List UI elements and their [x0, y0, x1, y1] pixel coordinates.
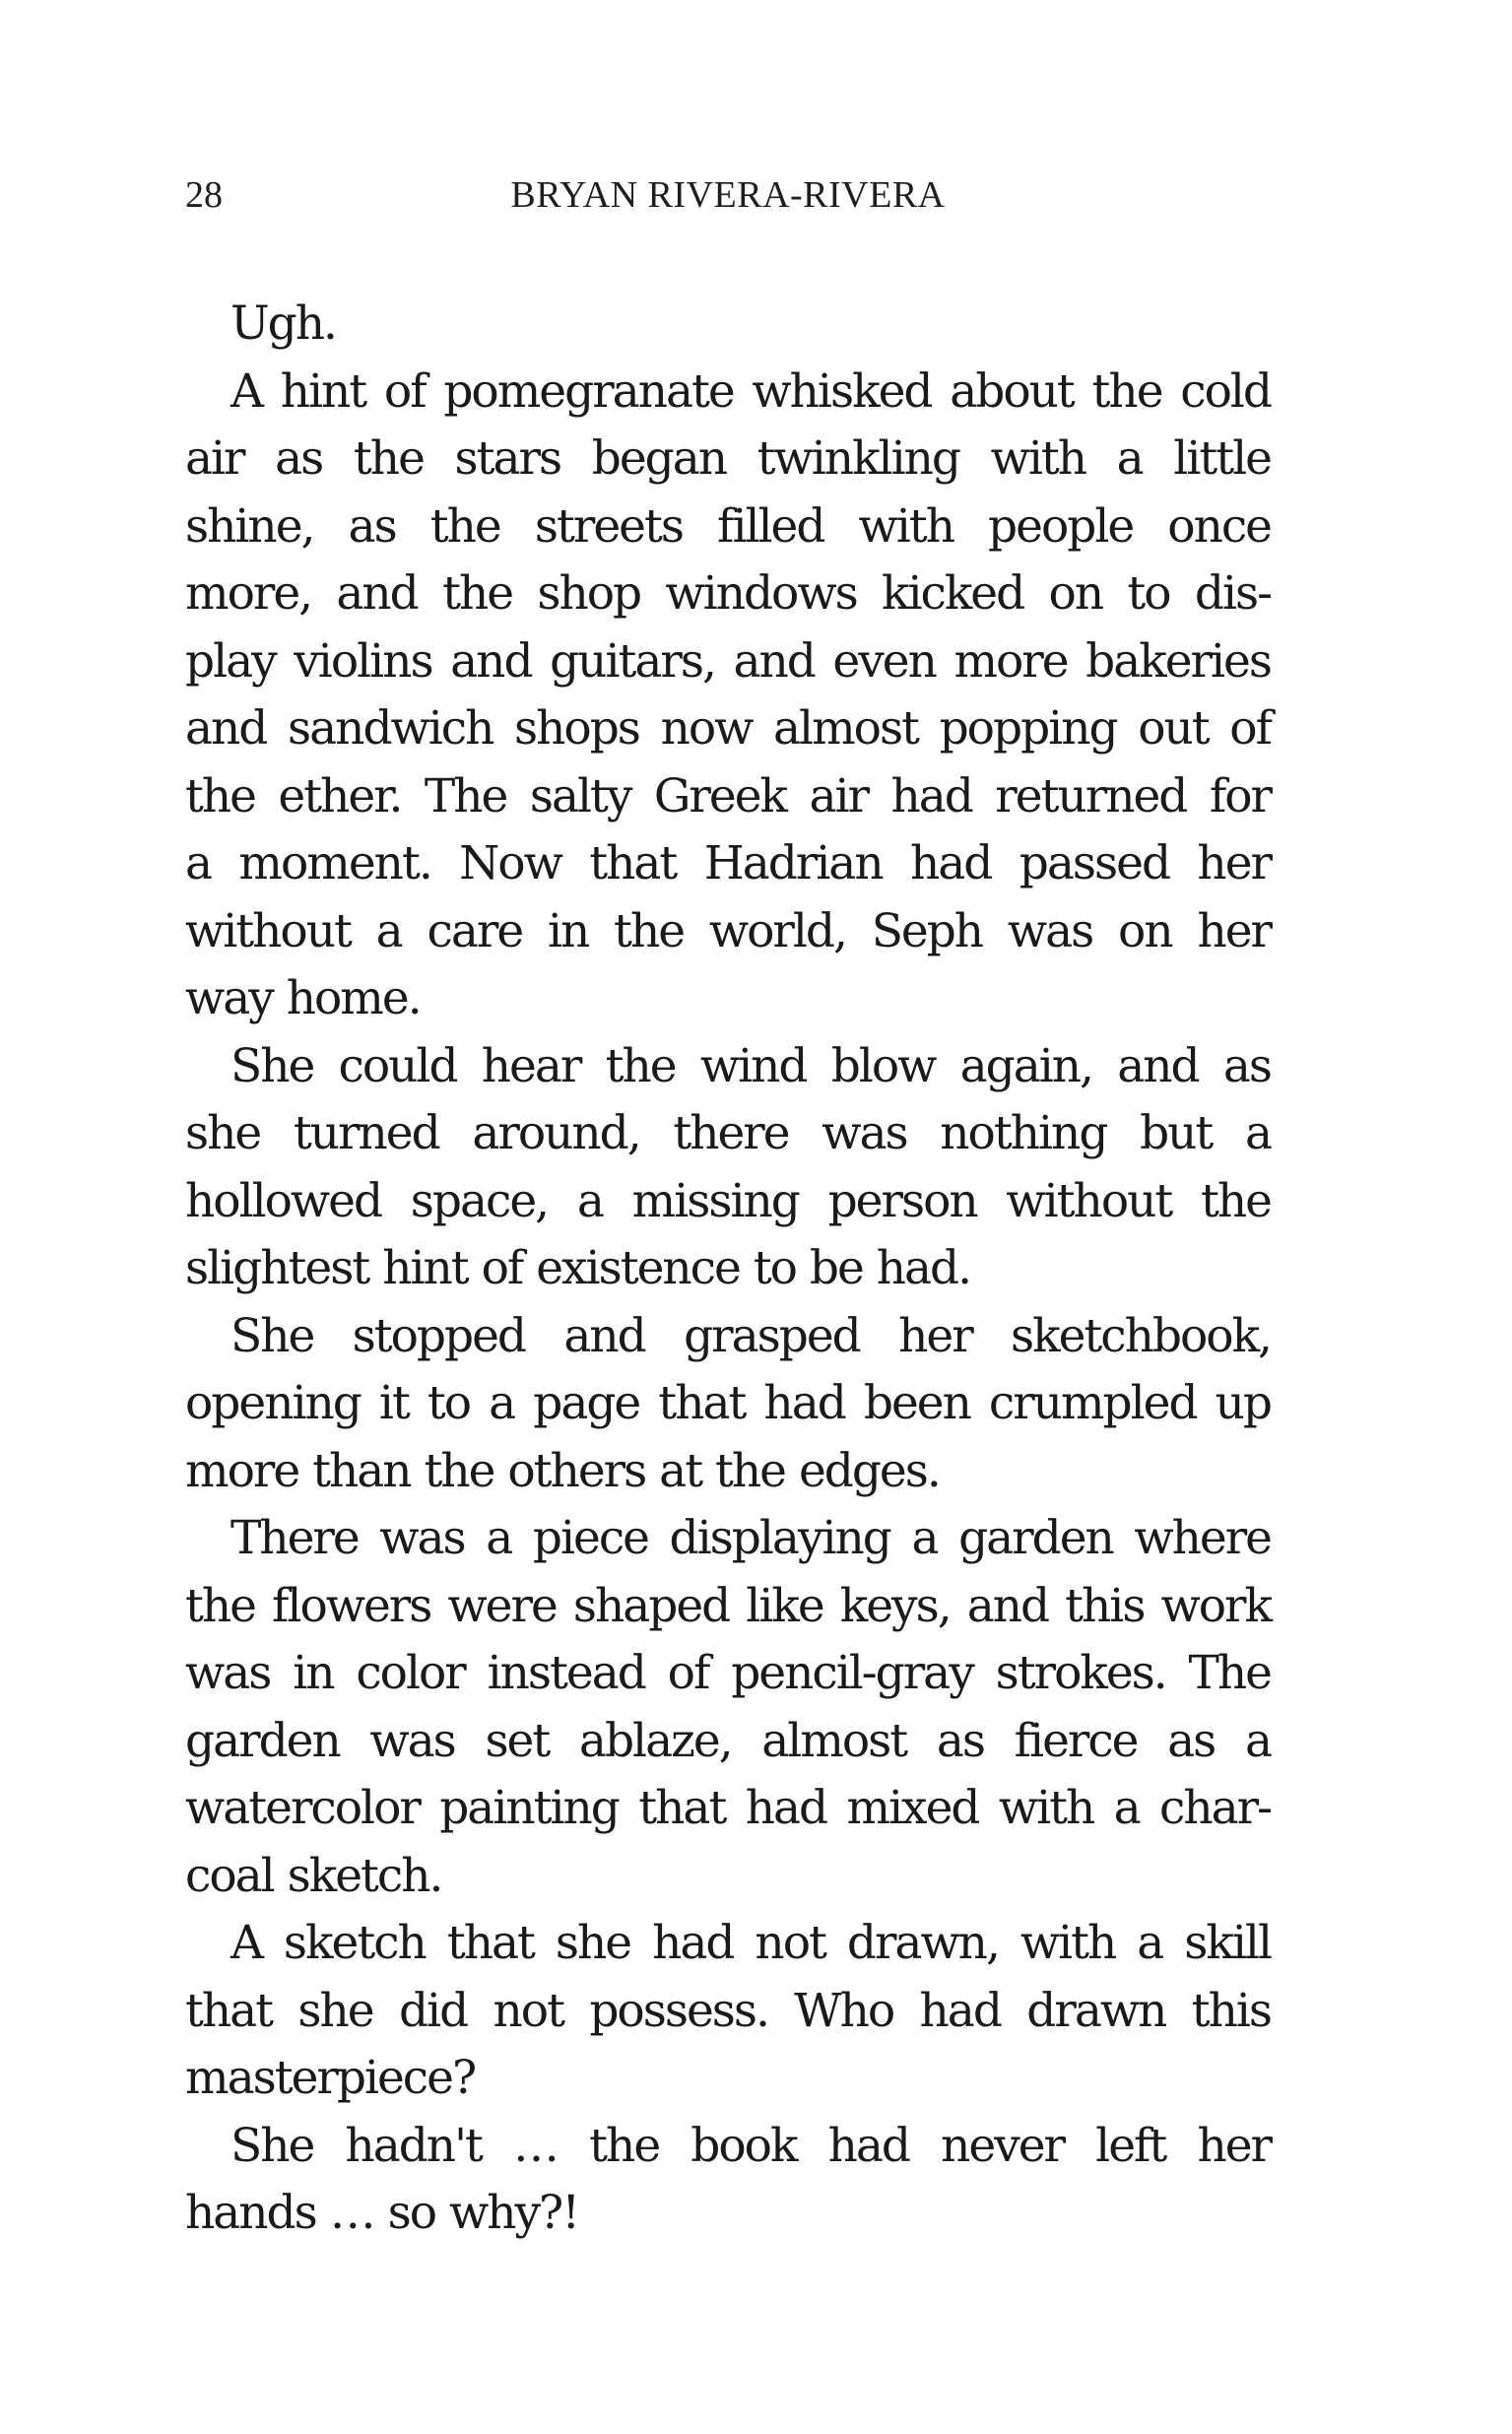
- text-line: hollowed space, a missing person without the: [185, 1173, 1271, 1228]
- paragraph: [185, 2113, 1271, 2248]
- text-line: way home.: [185, 971, 421, 1025]
- text-line: opening it to a page that had been crumpled up: [185, 1376, 1271, 1430]
- text-line: play violins and guitars, and even more bakeries: [185, 633, 1271, 689]
- text-line: Ugh.: [230, 296, 336, 351]
- page-number: 28: [185, 174, 223, 216]
- text-line: and sandwich shops now almost popping out of: [185, 701, 1271, 756]
- text-line: was in color instead of pencil-gray strokes. The: [185, 1646, 1271, 1700]
- text-line: shine, as the streets filled with people once: [185, 498, 1271, 554]
- paragraph: [185, 1910, 1271, 2113]
- text-line: coal sketch.: [185, 1848, 442, 1903]
- text-line: a moment. Now that Hadrian had passed her: [185, 836, 1271, 890]
- page-header: [185, 167, 1271, 223]
- text-line: watercolor painting that had mixed with a char-: [185, 1781, 1271, 1835]
- text-line: that she did not possess. Who had drawn this: [185, 1983, 1271, 2038]
- text-line: slightest hint of existence to be had.: [185, 1241, 971, 1295]
- text-line: masterpiece?: [185, 2051, 476, 2105]
- paragraph: [185, 1033, 1271, 1303]
- text-line: She could hear the wind blow again, and as: [230, 1038, 1271, 1093]
- text-line: more than the others at the edges.: [185, 1443, 940, 1498]
- text-line: A sketch that she had not drawn, with a skill: [230, 1916, 1271, 1970]
- text-line: the flowers were shaped like keys, and this work: [185, 1578, 1271, 1633]
- text-line: more, and the shop windows kicked on to dis-: [185, 566, 1271, 621]
- paragraph: [185, 291, 1271, 359]
- paragraph: [185, 1303, 1271, 1506]
- text-line: air as the stars began twinkling with a little: [185, 431, 1271, 486]
- text-line: she turned around, there was nothing but a: [185, 1106, 1271, 1160]
- text-line: without a care in the world, Seph was on her: [185, 903, 1271, 958]
- text-line: garden was set ablaze, almost as fierce as a: [185, 1713, 1271, 1768]
- text-line: She hadn't … the book had never left her: [230, 2118, 1271, 2173]
- text-line: There was a piece displaying a garden where: [230, 1511, 1271, 1565]
- text-line: She stopped and grasped her sketchbook,: [230, 1308, 1271, 1363]
- paragraph: [185, 359, 1271, 1033]
- body-text: [185, 291, 1271, 2248]
- text-line: A hint of pomegranate whisked about the cold: [230, 363, 1271, 419]
- running-head: BRYAN RIVERA-RIVERA: [510, 174, 946, 216]
- text-line: the ether. The salty Greek air had returned for: [185, 768, 1271, 823]
- text-line: hands … so why?!: [185, 2186, 579, 2240]
- paragraph: [185, 1505, 1271, 1910]
